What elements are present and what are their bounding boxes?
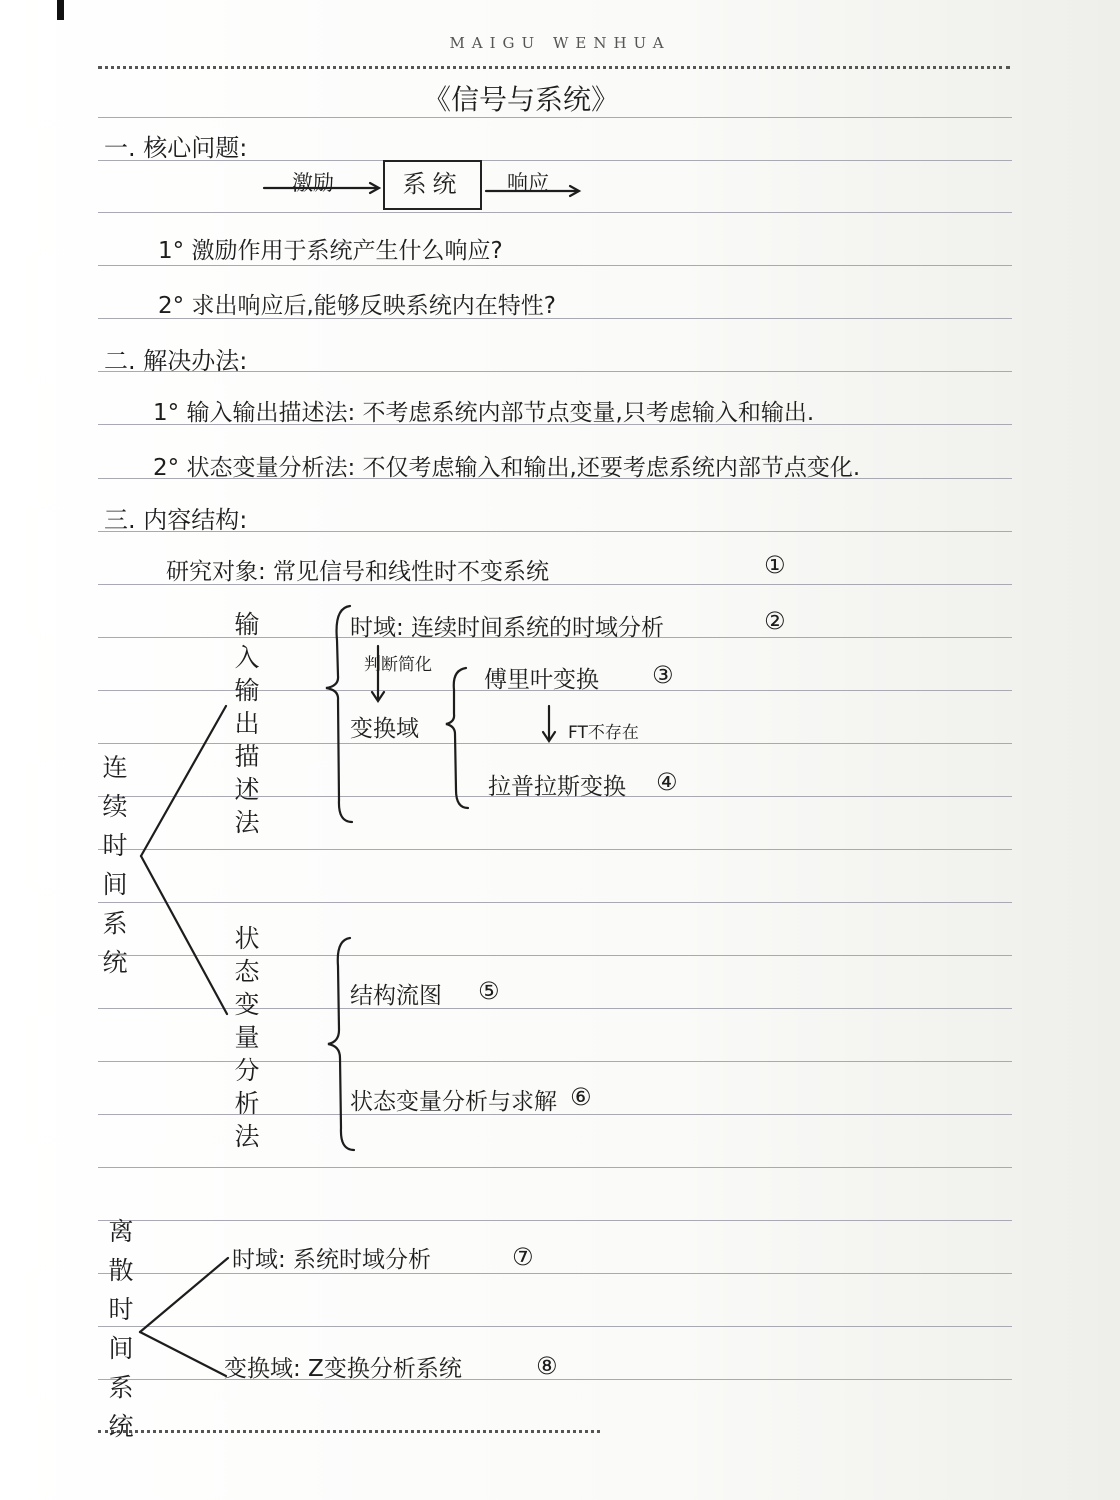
section-2-heading: 二. 解决办法:: [104, 347, 248, 375]
section-1-heading: 一. 核心问题:: [104, 134, 248, 162]
structure-flowchart: 结构流图: [350, 983, 442, 1009]
ruled-line: [98, 265, 1012, 266]
core-question-1: 1° 激励作用于系统产生什么响应?: [158, 238, 503, 264]
system-box: 系统: [383, 160, 482, 210]
state-variable-solution: 状态变量分析与求解: [350, 1089, 557, 1115]
ruled-line: [98, 902, 1012, 903]
ruled-line: [98, 849, 1012, 850]
ft-note: FT不存在: [568, 723, 639, 743]
ruled-line: [98, 1326, 1012, 1327]
method-1: 1° 输入输出描述法: 不考虑系统内部节点变量,只考虑输入和输出.: [153, 400, 815, 426]
number-4: ④: [656, 768, 678, 796]
number-2: ②: [764, 607, 786, 635]
number-1: ①: [764, 551, 786, 579]
research-object: 研究对象: 常见信号和线性时不变系统: [166, 559, 550, 585]
ruled-line: [98, 1220, 1012, 1221]
binding-mark: [57, 0, 64, 20]
core-question-2: 2° 求出响应后,能够反映系统内在特性?: [158, 293, 556, 319]
fourier-transform: 傅里叶变换: [484, 667, 599, 693]
section-3-heading: 三. 内容结构:: [104, 506, 248, 534]
state-method-label: 状态变量分析法: [234, 924, 260, 1151]
continuous-transform-domain: 变换域: [350, 716, 419, 742]
continuous-system-label: 连续时间系统: [102, 753, 128, 977]
bottom-dotted-rule: [98, 1430, 600, 1433]
number-3: ③: [652, 661, 674, 689]
brand-header: MAIGU WENHUA: [449, 34, 671, 52]
page-title: 《信号与系统》: [423, 83, 620, 116]
method-2: 2° 状态变量分析法: 不仅考虑输入和输出,还要考虑系统内部节点变化.: [153, 455, 861, 481]
number-6: ⑥: [570, 1083, 592, 1111]
continuous-time-domain: 时域: 连续时间系统的时域分析: [350, 615, 665, 641]
discrete-transform-domain: 变换域: Z变换分析系统: [224, 1356, 462, 1382]
io-method-label: 输入输出描述法: [234, 610, 260, 837]
discrete-system-label: 离散时间系统: [108, 1217, 134, 1441]
diagram-output-label: 响应: [507, 171, 549, 195]
number-5: ⑤: [478, 977, 500, 1005]
diagram-input-label: 激励: [292, 171, 334, 195]
discrete-time-domain: 时域: 系统时域分析: [232, 1247, 432, 1273]
ruled-line: [98, 212, 1012, 213]
number-7: ⑦: [512, 1243, 534, 1271]
laplace-transform: 拉普拉斯变换: [488, 774, 626, 800]
number-8: ⑧: [536, 1352, 558, 1380]
ruled-line: [98, 1167, 1012, 1168]
top-dotted-rule: [98, 66, 1010, 69]
arrow-note: 判断简化: [364, 655, 432, 675]
